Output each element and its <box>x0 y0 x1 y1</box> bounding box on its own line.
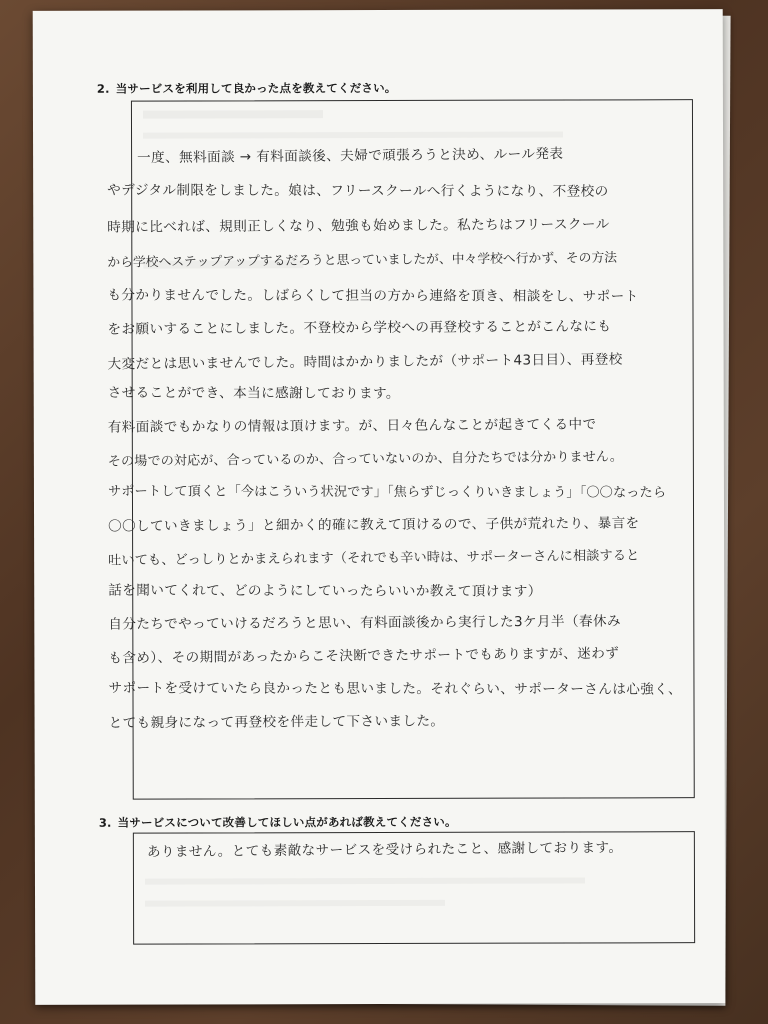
show-through-mark <box>145 900 445 907</box>
section-2-answer-line: 〇〇していきましょう」と細かく的確に教えて頂けるので、子供が荒れたり、暴言を <box>108 515 640 535</box>
section-2-answer-line: 自分たちでやっていけるだろうと思い、有料面談後から実行した3ケ月半（春休み <box>108 613 622 633</box>
section-2-answer-line: させることができ、本当に感謝しております。 <box>107 384 400 402</box>
show-through-mark <box>143 110 323 118</box>
section-2-answer-line: サポートを受けていたら良かったとも思いました。それぐらい、サポーターさんは心強く、 <box>108 680 682 698</box>
section-2-answer-line: その場での対応が、合っているのか、合っていないのか、自分たちでは分かりません。 <box>107 449 624 470</box>
section-2-answer-line: とても親身になって再登校を伴走して下さいました。 <box>108 713 445 732</box>
section-2-answer-line: も分かりませんでした。しばらくして担当の方から連絡を頂き、相談をし、サポート <box>107 287 639 305</box>
section-3-question: 当サービスについて改善してほしい点があれば教えてください。 <box>117 814 457 830</box>
section-2-answer-line: 話を聞いてくれて、どのようにしていったらいいか教えて頂けます） <box>108 582 542 600</box>
section-3-heading <box>99 814 457 831</box>
section-2-question: 当サービスを利用して良かった点を教えてください。 <box>115 80 397 96</box>
survey-sheet <box>33 9 726 1005</box>
section-2-answer-line: やデジタル制限をしました。娘は、フリースクールへ行くようになり、不登校の <box>107 182 609 200</box>
section-2-number: 2. <box>96 81 110 96</box>
show-through-mark <box>145 877 585 884</box>
section-2-answer-line: 一度、無料面談 → 有料面談後、夫婦で頑張ろうと決め、ルール発表 <box>137 146 564 167</box>
section-3-number: 3. <box>98 815 112 830</box>
section-2-heading <box>97 80 397 97</box>
section-2-answer-line: サポートして頂くと「今はこういう状況です」「焦らずじっくりいきましょう」「〇〇なったら <box>107 484 667 501</box>
section-2-answer-line: から学校へステップアップするだろうと思っていましたが、中々学校へ行かず、その方法 <box>107 250 618 271</box>
section-2-answer-line: 時期に比べれば、規則正しくなり、勉強も始めました。私たちはフリースクール <box>107 216 610 236</box>
section-2-answer-line: 有料面談でもかなりの情報は頂けます。が、日々色んなことが起きてくる中で <box>107 416 597 436</box>
section-2-answer-line: をお願いすることにしました。不登校から学校への再登校することがこんなにも <box>107 318 612 338</box>
show-through-mark <box>143 132 563 139</box>
section-2-answer-line: も含め）、その期間があったからこそ決断できたサポートでもありますが、迷わず <box>108 645 620 667</box>
section-2-answer-line: 大変だとは思いませんでした。時間はかかりましたが（サポート43日目）、再登校 <box>107 351 623 373</box>
section-3-answer-line: ありません。とても素敵なサービスを受けられたこと、感謝しております。 <box>146 839 623 861</box>
section-2-answer-line: 吐いても、どっしりとかまえられます（それでも辛い時は、サポーターさんに相談すると <box>108 548 640 569</box>
